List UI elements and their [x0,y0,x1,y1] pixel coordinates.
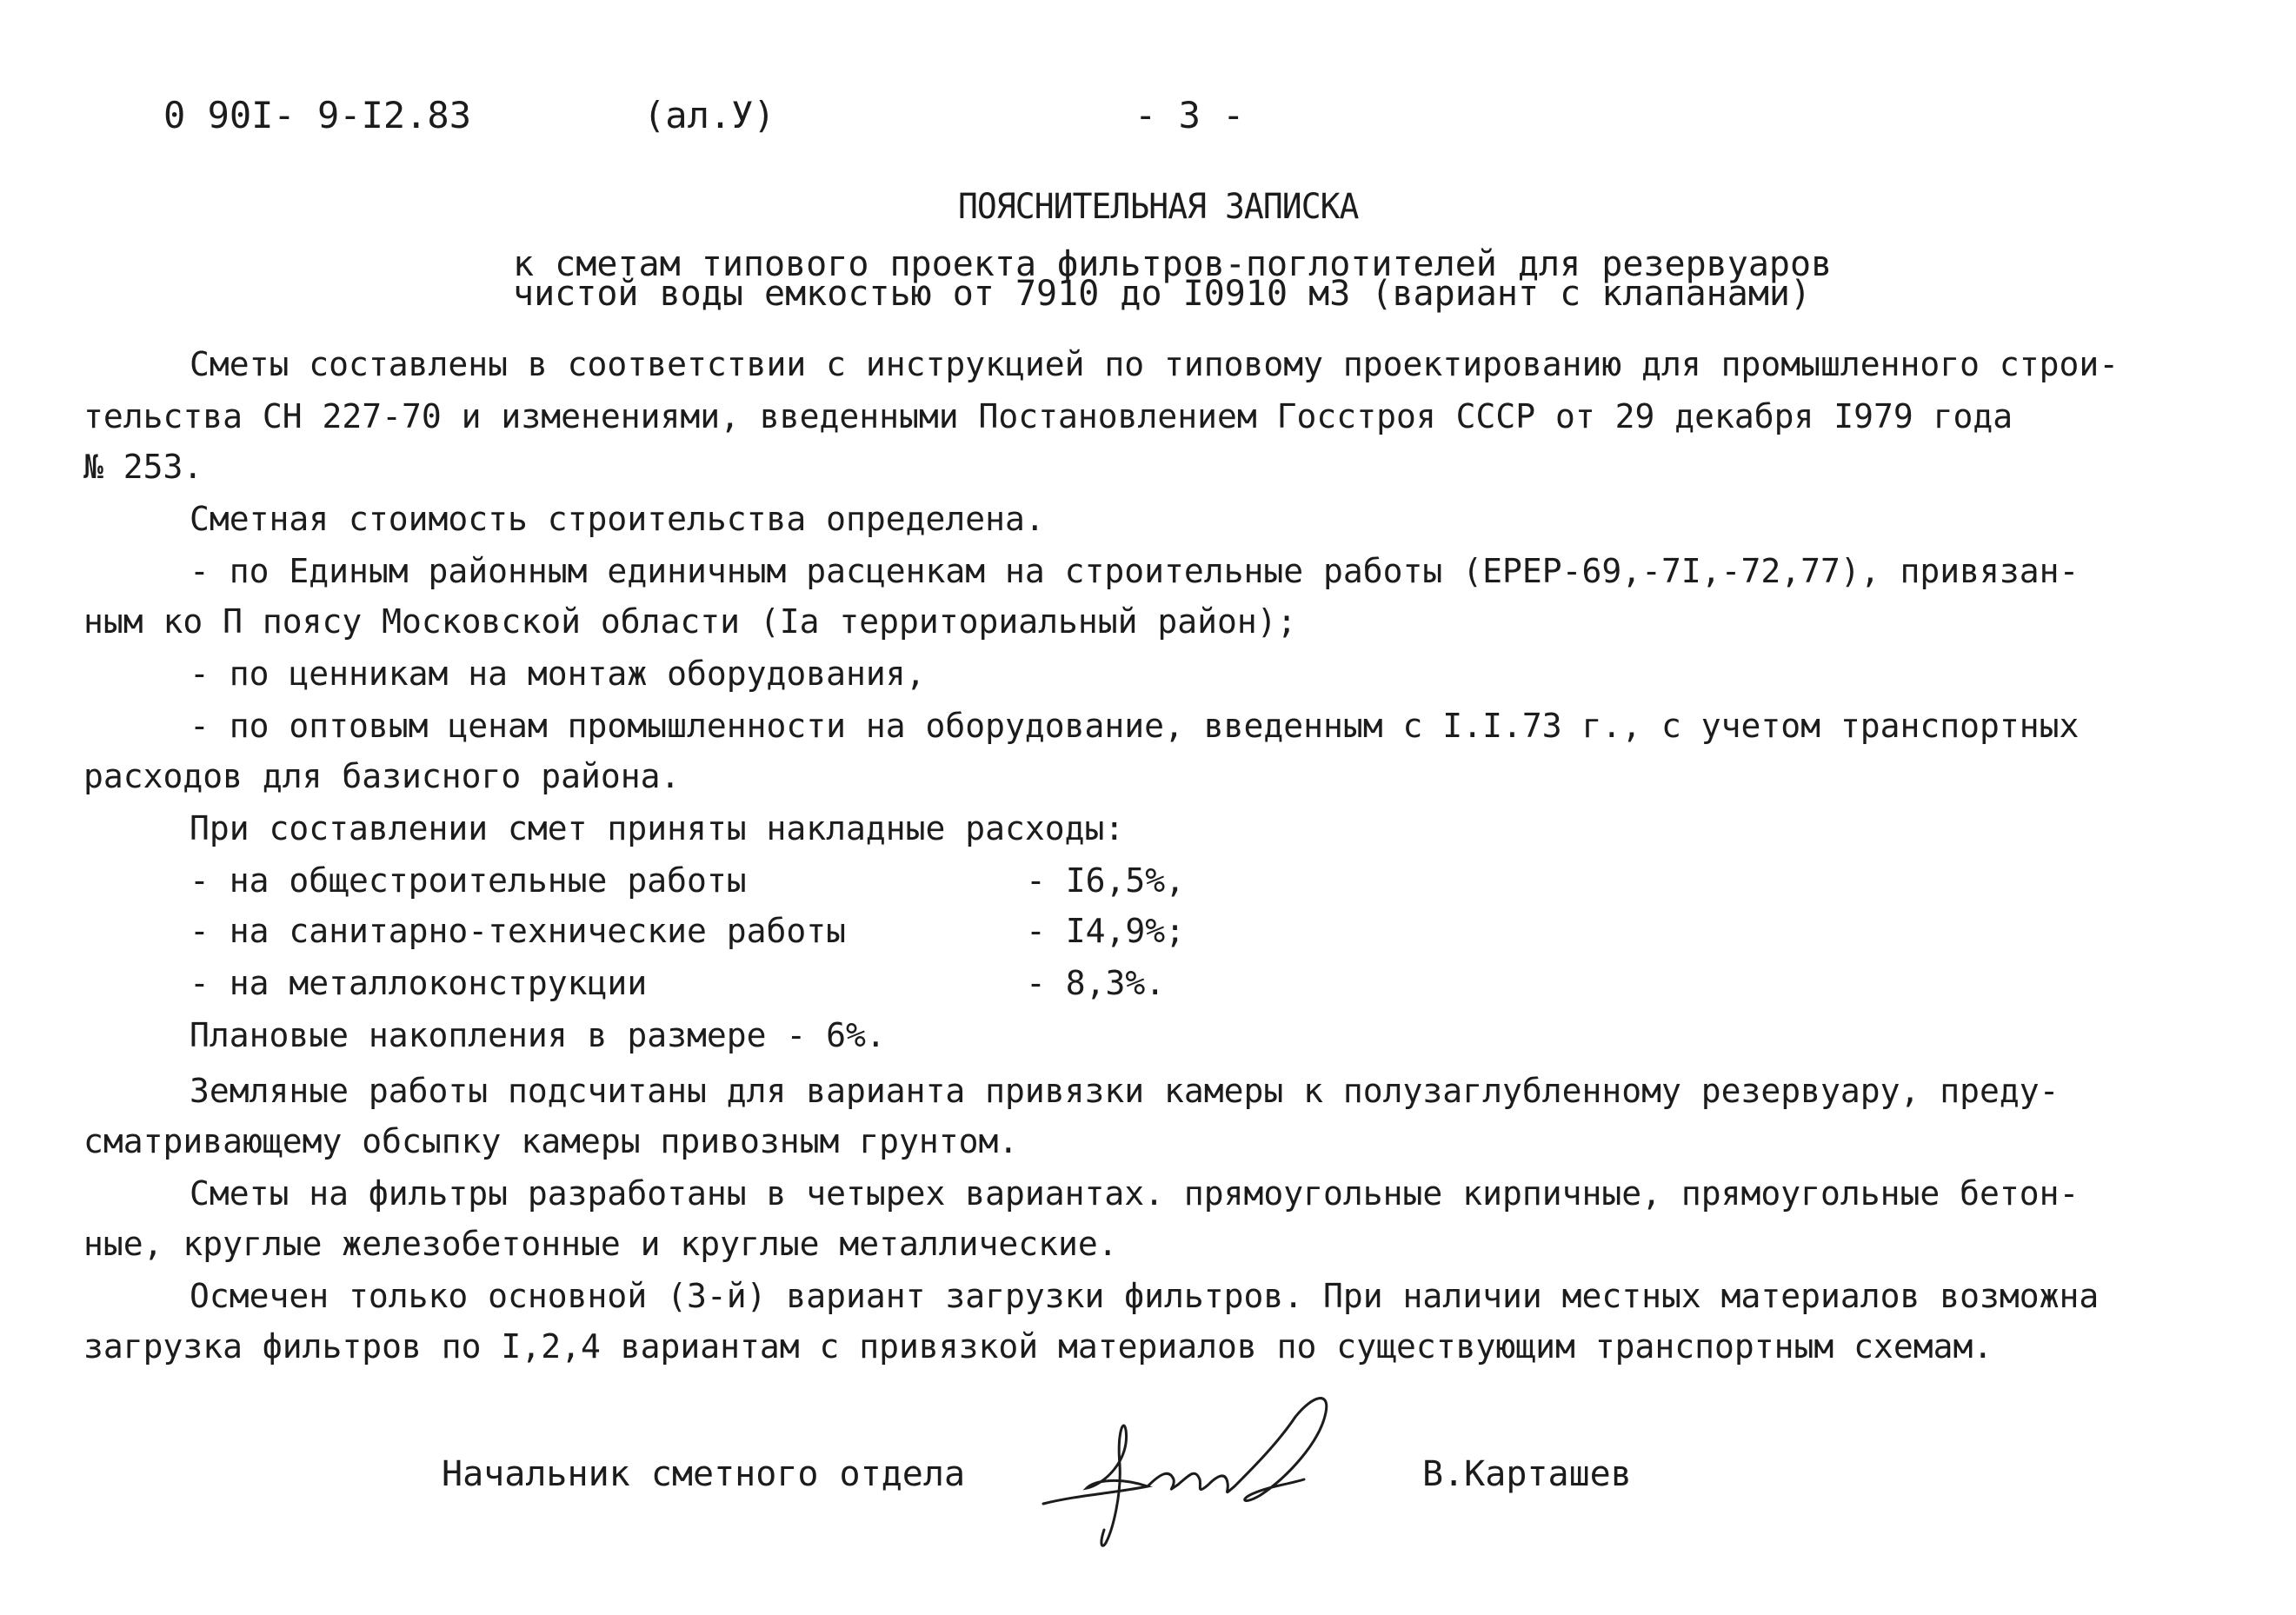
album-label: (ал.У) [643,94,775,136]
paragraph-1-line-2: тельства СН 227-70 и изменениями, введенными Постановлением Госстроя СССР от 29 декабря I979 года [83,397,2013,435]
subtitle-line-2: чистой воды емкостью от 7910 до I0910 м3 (вариант с клапанами) [513,274,1812,314]
signature-position: Начальник сметного отдела [442,1454,966,1494]
overhead-value: - 8,3%. [1026,964,1166,1002]
paragraph-10-line-1: Осмечен только основной (3-й) вариант загрузки фильтров. При наличии местных материалов возможна [190,1277,2100,1315]
paragraph-10-line-2: загрузка фильтров по I,2,4 вариантам с привязкой материалов по существующим транспортным схемам. [83,1327,1993,1366]
paragraph-8-line-1: Земляные работы подсчитаны для варианта привязки камеры к полузаглубленному резервуару, преду- [190,1072,2060,1110]
overhead-value: - I6,5%, [1026,861,1186,900]
overhead-label: - на общестроительные работы [190,861,747,900]
document-title: ПОЯСНИТЕЛЬНАЯ ЗАПИСКА [958,187,1359,227]
paragraph-1-line-3: № 253. [83,448,203,486]
overhead-value: - I4,9%; [1026,912,1186,950]
paragraph-3-line-2: ным ко П поясу Московской области (Iа территориальный район); [83,602,1297,641]
paragraph-2: Сметная стоимость строительства определена. [190,500,1045,538]
page-number: - 3 - [1135,94,1245,136]
paragraph-9-line-1: Сметы на фильтры разработаны в четырех вариантах. прямоугольные кирпичные, прямоугольные бетон- [190,1174,2080,1213]
paragraph-1-line-1: Сметы составлены в соответствии с инструкцией по типовому проектированию для промышленного строи- [190,345,2120,383]
handwritten-signature [1026,1382,1374,1556]
paragraph-7: Плановые накопления в размере - 6%. [190,1016,886,1054]
paragraph-3-line-1: - по Единым районным единичным расценкам на строительные работы (ЕРЕР-69,-7I,-72,77), привязан- [190,552,2080,590]
document-code: 0 90I- 9-I2.83 [163,94,472,136]
paragraph-9-line-2: ные, круглые железобетонные и круглые металлические. [83,1225,1118,1263]
paragraph-5-line-2: расходов для базисного района. [83,757,681,795]
overhead-label: - на металлоконструкции [190,964,648,1002]
subtitle-line-1: к сметам типового проекта фильтров-поглотителей для резервуаров [513,244,1833,284]
paragraph-8-line-2: сматривающему обсыпку камеры привозным грунтом. [83,1122,1019,1160]
paragraph-4: - по ценникам на монтаж оборудования, [190,655,926,693]
paragraph-6: При составлении смет приняты накладные расходы: [190,809,1125,847]
paragraph-5-line-1: - по оптовым ценам промышленности на оборудование, введенным с I.I.73 г., с учетом транспортных [190,707,2080,745]
signature-name: В.Карташев [1422,1454,1632,1494]
overhead-label: - на санитарно-технические работы [190,912,846,950]
